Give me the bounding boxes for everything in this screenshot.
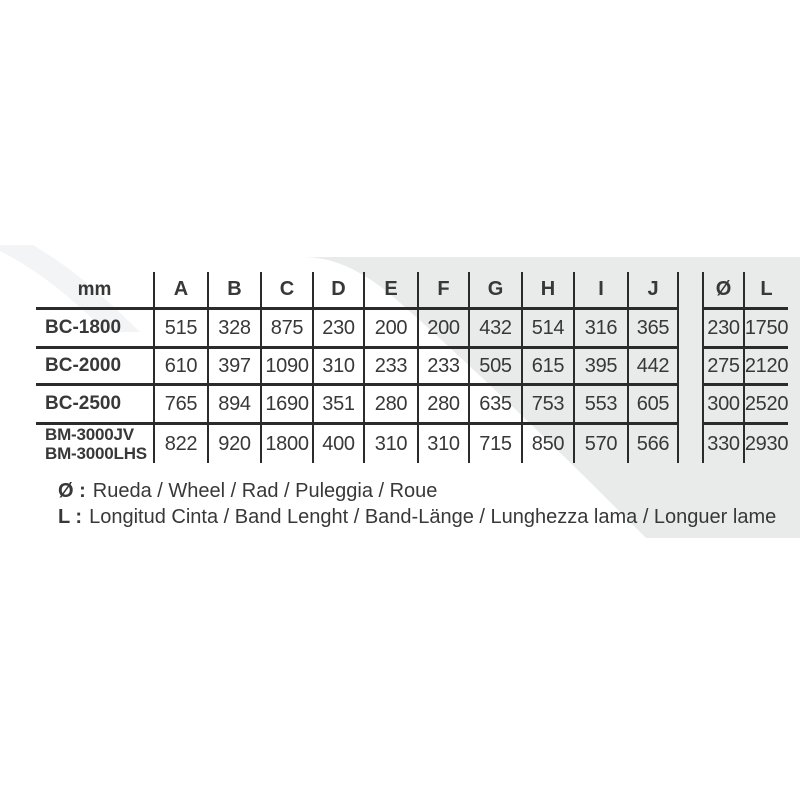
column-header-extra-0: Ø <box>702 272 743 307</box>
value-cell-BM-3000JV-D: 400 <box>312 422 363 463</box>
value-cell-BC-1800-I: 316 <box>573 307 627 346</box>
value-cell-BC-1800-A: 515 <box>153 307 207 346</box>
row-label-BC-2000 <box>36 346 153 383</box>
value-cell-BC-2000-F: 233 <box>417 346 468 383</box>
column-header-unit: mm <box>77 278 112 300</box>
footnotes <box>58 478 776 530</box>
column-header-B: B <box>207 272 260 307</box>
value-cell-BM-3000JV-C: 1800 <box>260 422 312 463</box>
column-header-C: C <box>260 272 312 307</box>
column-header-F: F <box>417 272 468 307</box>
footnote-band-length <box>58 504 776 530</box>
value-cell-BM-3000JV-E: 310 <box>363 422 417 463</box>
value-cell-BC-2500-H: 753 <box>521 383 573 422</box>
length-symbol: L : <box>58 506 83 528</box>
value-cell-BC-2000-extra-0: 275 <box>702 346 743 383</box>
table-gap-spacer <box>679 272 702 307</box>
model-name: BM-3000JV <box>45 425 134 444</box>
value-cell-BC-2500-G: 635 <box>468 383 521 422</box>
dimensions-table <box>36 272 788 463</box>
footnote-wheel <box>58 478 776 504</box>
column-header-D: D <box>312 272 363 307</box>
value-cell-BC-2500-D: 351 <box>312 383 363 422</box>
value-cell-BC-2500-C: 1690 <box>260 383 312 422</box>
value-cell-BM-3000JV-H: 850 <box>521 422 573 463</box>
value-cell-BC-1800-D: 230 <box>312 307 363 346</box>
column-header-J: J <box>627 272 679 307</box>
model-name: BC-2500 <box>45 393 122 414</box>
value-cell-BC-1800-H: 514 <box>521 307 573 346</box>
table-gap-spacer <box>679 307 702 346</box>
value-cell-BC-2500-J: 605 <box>627 383 679 422</box>
value-cell-BC-2500-extra-0: 300 <box>702 383 743 422</box>
value-cell-BM-3000JV-I: 570 <box>573 422 627 463</box>
column-header-G: G <box>468 272 521 307</box>
column-header-H: H <box>521 272 573 307</box>
row-label-BC-2500 <box>36 383 153 422</box>
value-cell-BC-2000-A: 610 <box>153 346 207 383</box>
value-cell-BC-1800-G: 432 <box>468 307 521 346</box>
value-cell-BC-2500-extra-1: 2520 <box>743 383 788 422</box>
footnote-band-length-text: Longitud Cinta / Band Lenght / Band-Länge / Lunghezza lama / Longuer lame <box>89 506 777 528</box>
value-cell-BC-2500-B: 894 <box>207 383 260 422</box>
column-header-extra-1: L <box>743 272 788 307</box>
model-name: BC-2000 <box>45 355 122 376</box>
value-cell-BC-2000-extra-1: 2120 <box>743 346 788 383</box>
value-cell-BC-2500-E: 280 <box>363 383 417 422</box>
value-cell-BC-2500-F: 280 <box>417 383 468 422</box>
value-cell-BC-1800-extra-1: 1750 <box>743 307 788 346</box>
value-cell-BC-2000-J: 442 <box>627 346 679 383</box>
value-cell-BC-2500-A: 765 <box>153 383 207 422</box>
table-gap-spacer <box>679 383 702 422</box>
model-name: BC-1800 <box>45 317 122 338</box>
column-header-E: E <box>363 272 417 307</box>
value-cell-BC-1800-extra-0: 230 <box>702 307 743 346</box>
value-cell-BC-1800-F: 200 <box>417 307 468 346</box>
row-label-BM-3000JV <box>36 422 153 463</box>
value-cell-BM-3000JV-A: 822 <box>153 422 207 463</box>
row-label-BC-1800 <box>36 307 153 346</box>
value-cell-BM-3000JV-B: 920 <box>207 422 260 463</box>
value-cell-BC-2000-H: 615 <box>521 346 573 383</box>
value-cell-BC-2500-I: 553 <box>573 383 627 422</box>
diameter-symbol: Ø : <box>58 480 86 502</box>
value-cell-BC-2000-I: 395 <box>573 346 627 383</box>
value-cell-BC-1800-J: 365 <box>627 307 679 346</box>
model-name-line2: BM-3000LHS <box>45 444 147 463</box>
value-cell-BM-3000JV-extra-0: 330 <box>702 422 743 463</box>
value-cell-BM-3000JV-F: 310 <box>417 422 468 463</box>
value-cell-BM-3000JV-extra-1: 2930 <box>743 422 788 463</box>
value-cell-BC-2000-G: 505 <box>468 346 521 383</box>
footnote-wheel-text: Rueda / Wheel / Rad / Puleggia / Roue <box>92 480 438 502</box>
table-gap-spacer <box>679 346 702 383</box>
value-cell-BC-2000-E: 233 <box>363 346 417 383</box>
column-header-I: I <box>573 272 627 307</box>
column-header-A: A <box>153 272 207 307</box>
value-cell-BM-3000JV-J: 566 <box>627 422 679 463</box>
value-cell-BC-1800-B: 328 <box>207 307 260 346</box>
value-cell-BC-1800-C: 875 <box>260 307 312 346</box>
value-cell-BC-2000-B: 397 <box>207 346 260 383</box>
value-cell-BC-2000-C: 1090 <box>260 346 312 383</box>
value-cell-BC-1800-E: 200 <box>363 307 417 346</box>
value-cell-BM-3000JV-G: 715 <box>468 422 521 463</box>
table-gap-spacer <box>679 422 702 463</box>
value-cell-BC-2000-D: 310 <box>312 346 363 383</box>
